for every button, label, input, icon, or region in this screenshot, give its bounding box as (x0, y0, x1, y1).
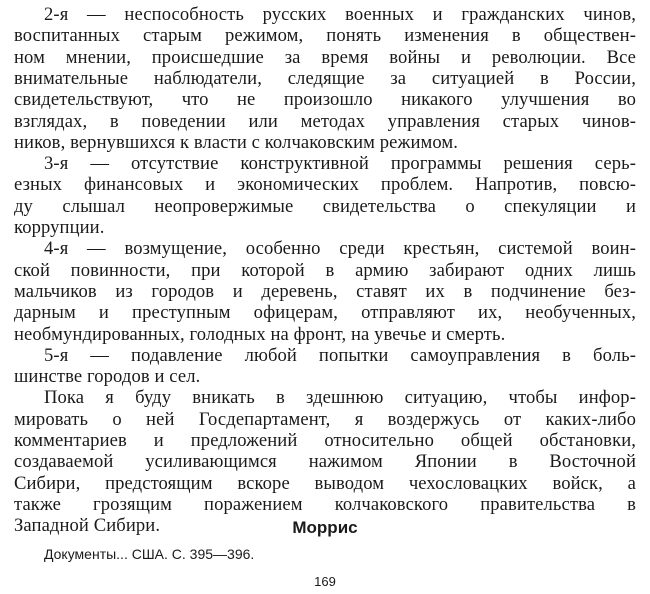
paragraph-point-3-line: езных финансовых и экономических проблем. Напротив, повсю- (14, 174, 636, 196)
paragraph-point-2-line: ников, вернувшихся к власти с колчаковским режимом. (14, 131, 459, 153)
paragraph-closing-line: Сибири, предстоящим вскоре выводом чехословацких войск, а (14, 472, 636, 494)
paragraph-point-4-line: ской повинности, при которой в армию забирают одних лишь (14, 259, 636, 281)
paragraph-point-5-line: шинстве городов и сел. (14, 366, 201, 388)
page-number: 169 (314, 574, 336, 589)
paragraph-point-4-line: необмундированных, голодных на фронт, на увечье и смерть. (14, 323, 506, 345)
paragraph-point-4-line: дарным и преступным офицерам, отправляют их, необученных, (14, 302, 636, 324)
paragraph-point-4-line: мальчиков из городов и деревень, ставят их в подчинение без- (14, 280, 636, 302)
paragraph-point-2-line: взглядах, в поведении или методах управления старых чинов- (14, 110, 636, 132)
paragraph-closing-line: Западной Сибири. (14, 515, 161, 537)
source-citation: Документы... США. С. 395—396. (44, 546, 255, 562)
signature: Моррис (292, 518, 358, 537)
paragraph-point-2-line: 2-я — неспособность русских военных и гражданских чинов, (44, 4, 636, 25)
paragraph-point-3-line: ду слышал неопровержимые свидетельства о спекуляции и (14, 195, 636, 217)
paragraph-closing-line: комментариев и предложений относительно общей обстановки, (14, 430, 636, 451)
paragraph-closing-line: также грозящим поражением колчаковского правительства в (14, 493, 636, 515)
paragraph-point-5-line: 5-я — подавление любой попытки самоуправления в боль- (44, 344, 636, 366)
paragraph-point-2-line: ном мнении, происшедшие за время войны и революции. Все (14, 46, 636, 68)
paragraph-closing-line: мировать о ней Госдепартамент, я воздержусь от каких-либо (14, 408, 636, 430)
paragraph-closing-line: создаваемой усиливающимся нажимом Японии в Восточной (14, 451, 636, 473)
paragraph-point-2-line: воспитанных старым режимом, понять изменения в обществен- (14, 25, 636, 47)
paragraph-point-2-line: внимательные наблюдатели, следящие за ситуацией в России, (14, 67, 636, 89)
paragraph-point-4-line: 4-я — возмущение, особенно среди крестьян, системой воин- (44, 238, 636, 260)
paragraph-point-2-line: свидетельствуют, что не произошло никакого улучшения во (14, 89, 636, 111)
paragraph-point-3-line: коррупции. (14, 217, 105, 238)
paragraph-point-3-line: 3-я — отсутствие конструктивной программы решения серь- (44, 153, 636, 175)
paragraph-closing-line: Пока я буду вникать в здешнюю ситуацию, чтобы инфор- (44, 387, 636, 409)
